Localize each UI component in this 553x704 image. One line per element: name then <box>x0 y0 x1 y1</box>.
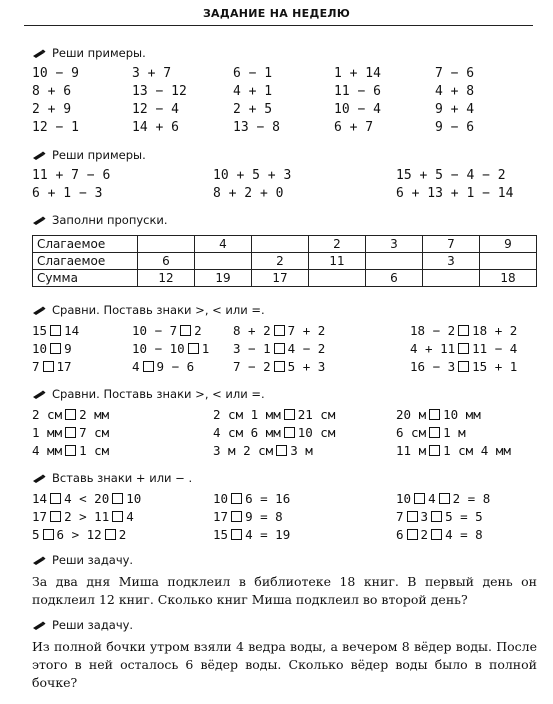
example-item: 3 + 7 <box>132 66 172 81</box>
table-cell[interactable]: 18 <box>480 270 537 287</box>
expression-part: 11 − 4 <box>472 341 518 356</box>
example-item: 15 + 5 − 4 − 2 <box>396 168 506 183</box>
answer-box[interactable] <box>50 511 61 522</box>
table-cell[interactable] <box>480 253 537 270</box>
answer-box[interactable] <box>43 361 54 372</box>
pencil-icon <box>32 306 46 315</box>
table-cell[interactable]: 2 <box>309 236 366 253</box>
example-item: 6 + 1 − 3 <box>32 186 103 201</box>
section-heading-label: Реши задачу. <box>52 618 134 632</box>
expression-part: 18 + 2 <box>472 323 518 338</box>
table-cell[interactable]: 19 <box>195 270 252 287</box>
answer-box[interactable] <box>439 493 450 504</box>
compare-item <box>410 323 517 338</box>
answer-box[interactable] <box>274 343 285 354</box>
answer-box[interactable] <box>284 427 295 438</box>
answer-box[interactable] <box>414 493 425 504</box>
row-label: Сумма <box>33 270 138 287</box>
compare-item <box>233 359 325 374</box>
compare-item <box>32 359 72 374</box>
sign-item <box>32 527 126 542</box>
example-item: 6 + 7 <box>334 120 374 135</box>
expression-part: 21 см <box>297 407 336 422</box>
example-item: 9 + 4 <box>435 102 475 117</box>
section-heading-label: Реши задачу. <box>52 553 134 567</box>
example-item: 7 − 6 <box>435 66 475 81</box>
answer-box[interactable] <box>43 529 54 540</box>
compare-item <box>396 425 466 440</box>
expression-part: 11 м <box>396 443 427 458</box>
expression-part: 14 <box>32 491 48 506</box>
answer-box[interactable] <box>274 361 285 372</box>
section-heading-8 <box>32 618 133 632</box>
table-cell[interactable]: 17 <box>252 270 309 287</box>
title-rule <box>24 25 533 26</box>
answer-box[interactable] <box>65 409 76 420</box>
expression-part: 4 − 2 <box>287 341 326 356</box>
expression-part: 15 <box>32 323 48 338</box>
example-item: 8 + 2 + 0 <box>213 186 284 201</box>
table-cell[interactable]: 2 <box>252 253 309 270</box>
table-cell[interactable]: 9 <box>480 236 537 253</box>
table-row <box>33 236 537 253</box>
answer-box[interactable] <box>458 361 469 372</box>
expression-part: 2 > 11 <box>64 509 110 524</box>
sign-item <box>213 509 283 524</box>
example-item: 11 + 7 − 6 <box>32 168 111 183</box>
example-item: 8 + 6 <box>32 84 72 99</box>
section-heading-label: Реши примеры. <box>52 148 146 162</box>
section-heading-3 <box>32 213 168 227</box>
section-heading-7 <box>32 553 133 567</box>
answer-box[interactable] <box>231 493 242 504</box>
table-row <box>33 253 537 270</box>
compare-item <box>396 443 511 458</box>
table-cell[interactable] <box>423 270 480 287</box>
section-heading-5 <box>32 387 265 401</box>
expression-part: 2 мм <box>79 407 110 422</box>
answer-box[interactable] <box>429 445 440 456</box>
expression-part: 4 <box>132 359 140 374</box>
compare-item <box>32 323 79 338</box>
table-cell[interactable] <box>309 270 366 287</box>
answer-box[interactable] <box>180 325 191 336</box>
expression-part: 10 <box>396 491 412 506</box>
expression-part: 4 < 20 <box>64 491 110 506</box>
pencil-icon <box>32 151 46 160</box>
expression-part: 6 > 12 <box>56 527 102 542</box>
compare-item <box>132 341 209 356</box>
expression-part: 1 мм <box>32 425 63 440</box>
example-item: 6 + 13 + 1 − 14 <box>396 186 514 201</box>
answer-box[interactable] <box>407 529 418 540</box>
expression-part: 4 = 8 <box>445 527 483 542</box>
expression-part: 4 см 6 мм <box>213 425 281 440</box>
expression-part: 4 + 11 <box>410 341 456 356</box>
sign-item <box>396 509 483 524</box>
example-item: 13 − 12 <box>132 84 187 99</box>
expression-part: 3 м <box>290 443 313 458</box>
table-cell[interactable]: 3 <box>366 236 423 253</box>
answer-box[interactable] <box>407 511 418 522</box>
answer-box[interactable] <box>429 427 440 438</box>
compare-item <box>32 443 109 458</box>
expression-part: 6 = 16 <box>245 491 291 506</box>
expression-part: 15 + 1 <box>472 359 518 374</box>
example-item: 13 − 8 <box>233 120 280 135</box>
compare-item <box>233 323 325 338</box>
answer-box[interactable] <box>50 325 61 336</box>
section-heading-label: Заполни пропуски. <box>52 213 168 227</box>
answer-box[interactable] <box>112 493 123 504</box>
expression-part: 2 <box>118 527 127 542</box>
expression-part: 10 − 10 <box>132 341 185 356</box>
fill-gaps-table <box>32 235 537 287</box>
row-label: Слагаемое <box>33 253 138 270</box>
section-heading-2 <box>32 148 146 162</box>
expression-part: 5 <box>32 527 40 542</box>
example-item: 10 + 5 + 3 <box>213 168 292 183</box>
expression-part: 5 + 3 <box>287 359 326 374</box>
pencil-icon <box>32 621 46 630</box>
table-cell[interactable]: 3 <box>423 253 480 270</box>
expression-part: 10 см <box>297 425 336 440</box>
compare-item <box>32 341 72 356</box>
expression-part: 9 <box>64 341 72 356</box>
example-item: 6 − 1 <box>233 66 273 81</box>
answer-box[interactable] <box>188 343 199 354</box>
example-item: 4 + 1 <box>233 84 273 99</box>
expression-part: 3 <box>420 509 429 524</box>
expression-part: 3 − 1 <box>233 341 271 356</box>
row-label: Слагаемое <box>33 236 138 253</box>
expression-part: 9 = 8 <box>245 509 283 524</box>
example-item: 12 − 1 <box>32 120 79 135</box>
section-heading-label: Реши примеры. <box>52 46 146 60</box>
answer-box[interactable] <box>65 445 76 456</box>
pencil-icon <box>32 49 46 58</box>
section-heading-6 <box>32 471 192 485</box>
problem-text-1: За два дня Миша подклеил в библиотеке 18 книг. В первый день он подклеил 12 книг. Сколько книг Миша подклеил во второй день? <box>32 574 537 607</box>
expression-part: 1 <box>201 341 210 356</box>
table-cell[interactable]: 6 <box>366 270 423 287</box>
compare-item <box>410 341 517 356</box>
table-cell[interactable]: 6 <box>138 253 195 270</box>
expression-part: 15 <box>213 527 229 542</box>
expression-part: 2 <box>420 527 429 542</box>
expression-part: 8 + 2 <box>233 323 271 338</box>
expression-part: 2 см <box>32 407 63 422</box>
expression-part: 4 мм <box>32 443 63 458</box>
expression-part: 10 − 7 <box>132 323 178 338</box>
table-cell[interactable]: 7 <box>423 236 480 253</box>
example-item: 10 − 9 <box>32 66 79 81</box>
expression-part: 10 <box>32 341 48 356</box>
expression-part: 16 − 3 <box>410 359 456 374</box>
example-item: 4 + 8 <box>435 84 475 99</box>
pencil-icon <box>32 390 46 399</box>
sign-item <box>213 491 290 506</box>
expression-part: 10 <box>126 491 142 506</box>
pencil-icon <box>32 556 46 565</box>
compare-item <box>410 359 517 374</box>
compare-item <box>132 323 202 338</box>
pencil-icon <box>32 216 46 225</box>
section-heading-label: Сравни. Поставь знаки >, < или =. <box>52 387 265 401</box>
example-item: 2 + 9 <box>32 102 72 117</box>
answer-box[interactable] <box>112 511 123 522</box>
compare-item <box>132 359 194 374</box>
compare-item <box>213 407 335 422</box>
expression-part: 18 − 2 <box>410 323 456 338</box>
sign-item <box>213 527 290 542</box>
expression-part: 14 <box>64 323 80 338</box>
expression-part: 6 см <box>396 425 427 440</box>
expression-part: 7 + 2 <box>287 323 326 338</box>
expression-part: 17 <box>56 359 72 374</box>
expression-part: 4 <box>428 491 436 506</box>
expression-part: 2 см 1 мм <box>213 407 281 422</box>
sign-item <box>32 509 134 524</box>
table-cell[interactable] <box>195 253 252 270</box>
example-item: 9 − 6 <box>435 120 475 135</box>
section-heading-label: Сравни. Поставь знаки >, < или =. <box>52 303 265 317</box>
expression-part: 7 − 2 <box>233 359 271 374</box>
expression-part: 2 <box>194 323 202 338</box>
answer-box[interactable] <box>284 409 295 420</box>
expression-part: 17 <box>32 509 48 524</box>
compare-item <box>396 407 481 422</box>
expression-part: 10 мм <box>443 407 481 422</box>
example-item: 2 + 5 <box>233 102 273 117</box>
example-item: 12 − 4 <box>132 102 179 117</box>
pencil-icon <box>32 474 46 483</box>
expression-part: 7 <box>32 359 40 374</box>
answer-box[interactable] <box>458 343 469 354</box>
answer-box[interactable] <box>231 511 242 522</box>
table-cell[interactable]: 12 <box>138 270 195 287</box>
sign-item <box>396 527 483 542</box>
section-heading-1 <box>32 46 146 60</box>
table-row <box>33 270 537 287</box>
page-title: ЗАДАНИЕ НА НЕДЕЛЮ <box>202 7 351 20</box>
answer-box[interactable] <box>231 529 242 540</box>
table-cell[interactable] <box>366 253 423 270</box>
example-item: 10 − 4 <box>334 102 381 117</box>
answer-box[interactable] <box>65 427 76 438</box>
compare-item <box>213 425 335 440</box>
compare-item <box>233 341 325 356</box>
table-cell[interactable]: 11 <box>309 253 366 270</box>
section-heading-4 <box>32 303 265 317</box>
answer-box[interactable] <box>105 529 116 540</box>
expression-part: 7 <box>396 509 404 524</box>
compare-item <box>32 425 109 440</box>
answer-box[interactable] <box>429 409 440 420</box>
sign-item <box>396 491 490 506</box>
compare-item <box>213 443 313 458</box>
expression-part: 7 см <box>79 425 110 440</box>
expression-part: 10 <box>213 491 229 506</box>
answer-box[interactable] <box>274 325 285 336</box>
table-cell[interactable]: 4 <box>195 236 252 253</box>
expression-part: 6 <box>396 527 404 542</box>
sign-item <box>32 491 141 506</box>
problem-text-2: Из полной бочки утром взяли 4 ведра воды, а вечером 8 вёдер воды. После этого в ней осталось 6 вёдер воды. Сколько вёдер воды было в полной бочке? <box>32 639 537 690</box>
answer-box[interactable] <box>50 493 61 504</box>
example-item: 14 + 6 <box>132 120 179 135</box>
expression-part: 17 <box>213 509 229 524</box>
example-item: 1 + 14 <box>334 66 381 81</box>
answer-box[interactable] <box>431 511 442 522</box>
table-cell[interactable] <box>138 236 195 253</box>
expression-part: 20 м <box>396 407 427 422</box>
example-item: 11 − 6 <box>334 84 381 99</box>
table-cell[interactable] <box>252 236 309 253</box>
compare-item <box>32 407 109 422</box>
expression-part: 4 = 19 <box>245 527 291 542</box>
expression-part: 5 = 5 <box>445 509 483 524</box>
answer-box[interactable] <box>143 361 154 372</box>
section-heading-label: Вставь знаки + или − . <box>52 471 193 485</box>
expression-part: 4 <box>126 509 134 524</box>
answer-box[interactable] <box>276 445 287 456</box>
expression-part: 1 см <box>79 443 110 458</box>
expression-part: 3 м 2 см <box>213 443 274 458</box>
expression-part: 1 см 4 мм <box>443 443 511 458</box>
answer-box[interactable] <box>50 343 61 354</box>
answer-box[interactable] <box>458 325 469 336</box>
answer-box[interactable] <box>431 529 442 540</box>
expression-part: 9 − 6 <box>156 359 195 374</box>
expression-part: 2 = 8 <box>452 491 491 506</box>
expression-part: 1 м <box>443 425 466 440</box>
